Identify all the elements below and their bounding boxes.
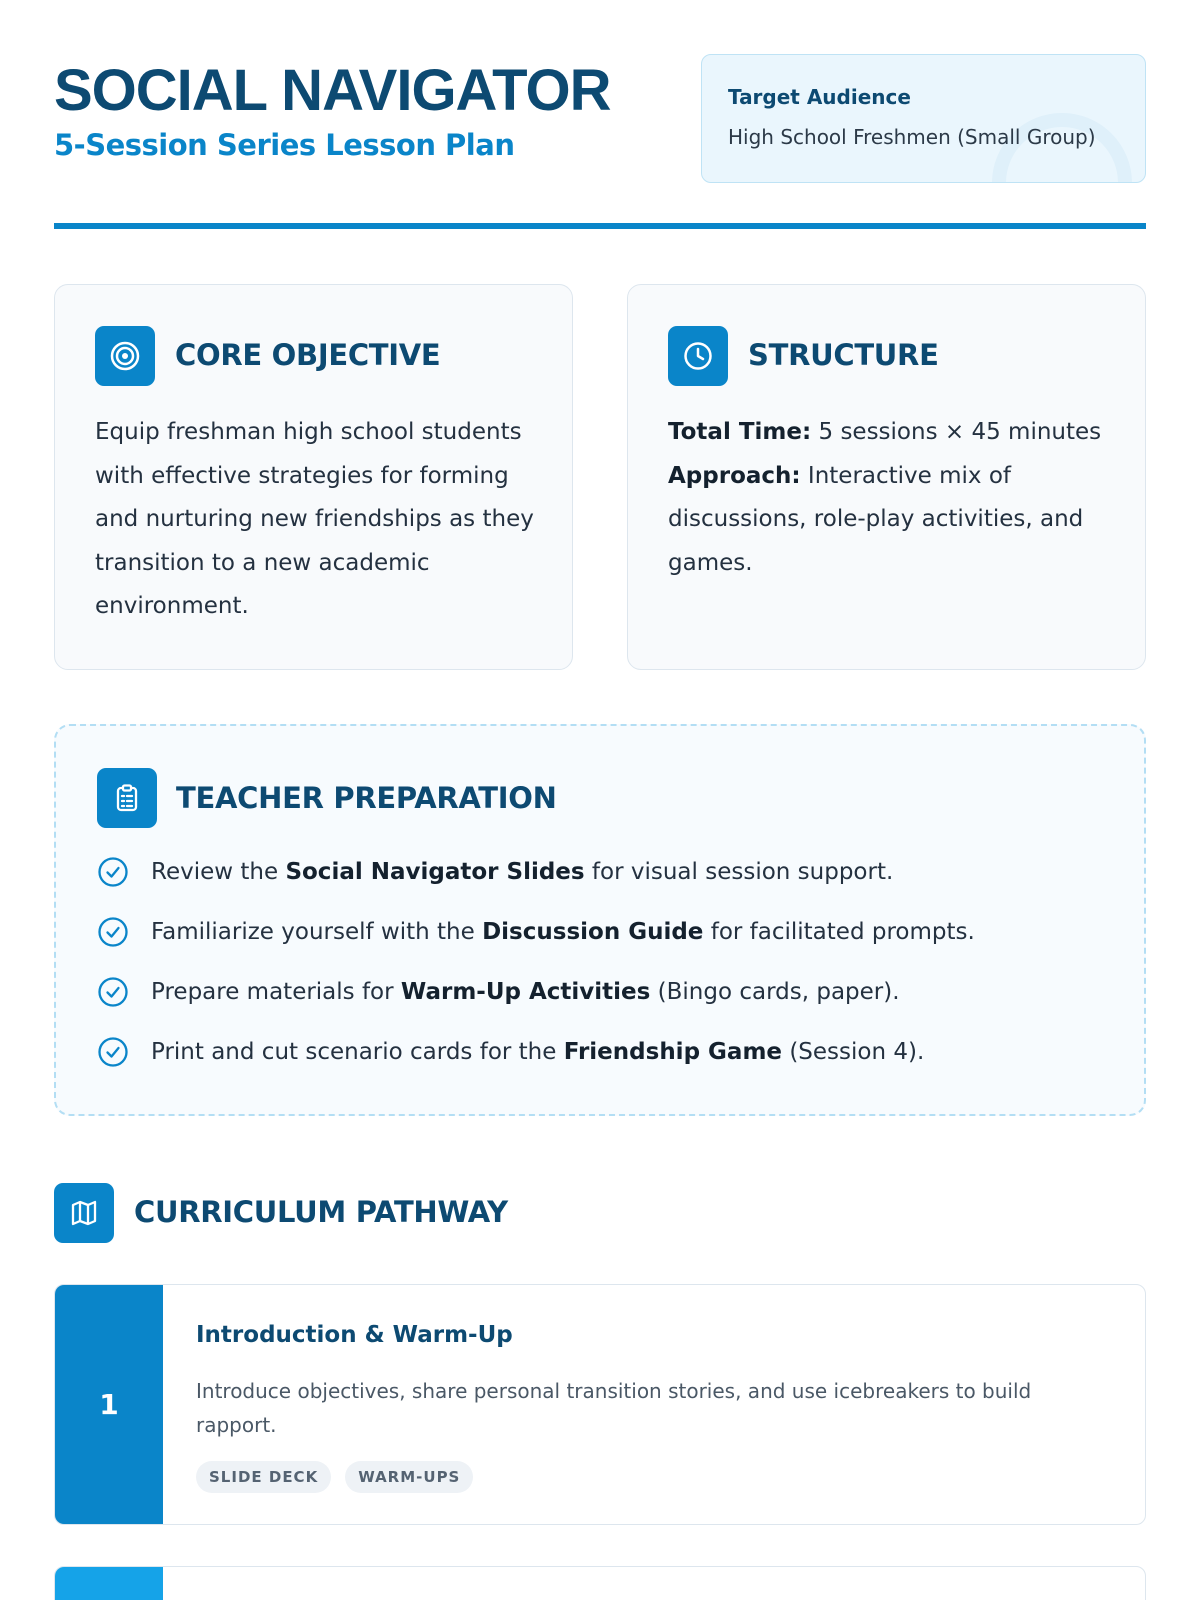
prep-text-post: for facilitated prompts.: [703, 919, 975, 945]
map-icon: [54, 1183, 114, 1243]
page-title: SOCIAL NAVIGATOR: [54, 58, 611, 123]
prep-text-post: (Bingo cards, paper).: [650, 979, 900, 1005]
check-circle-icon: [97, 976, 129, 1008]
core-objective-card: [54, 284, 573, 670]
preparation-item-text: [151, 854, 893, 890]
target-audience-value: High School Freshmen (Small Group): [728, 125, 1096, 149]
header: [54, 54, 1146, 230]
session-number-strip: [55, 1567, 163, 1600]
target-audience-label: Target Audience: [728, 85, 911, 109]
session-tags: [196, 1461, 473, 1493]
total-time-value: 5 sessions × 45 minutes: [818, 419, 1102, 445]
structure-text: [668, 411, 1108, 585]
page-subtitle: 5-Session Series Lesson Plan: [54, 128, 515, 162]
prep-text-bold: Discussion Guide: [482, 919, 704, 945]
preparation-item-text: [151, 914, 975, 950]
prep-text-post: (Session 4).: [782, 1039, 925, 1065]
tag-badge: WARM-UPS: [345, 1461, 473, 1493]
approach-label: Approach:: [668, 462, 801, 489]
prep-text-bold: Social Navigator Slides: [285, 859, 585, 885]
prep-text-bold: Warm-Up Activities: [400, 979, 651, 1005]
list-item: [97, 854, 1097, 914]
prep-text-pre: Review the: [151, 859, 286, 885]
prep-text-post: for visual session support.: [584, 859, 894, 885]
prep-text-pre: Print and cut scenario cards for the: [151, 1039, 564, 1065]
tag-badge: SLIDE DECK: [196, 1461, 331, 1493]
core-objective-text: Equip freshman high school students with effective strategies for forming and nurturing new friendships as they transition to a new academic environment.: [95, 419, 534, 619]
list-item: [97, 974, 1097, 1034]
teacher-preparation-heading: TEACHER PREPARATION: [176, 781, 557, 815]
check-circle-icon: [97, 916, 129, 948]
clock-icon: [668, 326, 728, 386]
list-item: [97, 1034, 1097, 1094]
approach-value: Interactive mix of discussions, role-play activities, and games.: [668, 462, 1084, 576]
preparation-list: [97, 854, 1097, 1094]
core-objective-heading: CORE OBJECTIVE: [175, 338, 441, 372]
session-number: 1: [55, 1285, 163, 1524]
session-card: [54, 1566, 1146, 1600]
header-divider: [54, 223, 1146, 229]
structure-card: [627, 284, 1146, 670]
check-circle-icon: [97, 1036, 129, 1068]
total-time-label: Total Time:: [668, 419, 812, 445]
prep-text-pre: Prepare materials for: [151, 979, 401, 1005]
session-title: Introduction & Warm-Up: [196, 1322, 513, 1348]
prep-text-bold: Friendship Game: [563, 1039, 783, 1065]
clipboard-icon: [97, 768, 157, 828]
target-audience-box: [701, 54, 1146, 183]
session-description: Introduce objectives, share personal transition stories, and use icebreakers to build rapport.: [196, 1379, 1032, 1437]
session-card: [54, 1284, 1146, 1525]
preparation-item-text: [151, 1034, 924, 1070]
teacher-preparation-section: [54, 724, 1146, 1116]
preparation-item-text: [151, 974, 900, 1010]
list-item: [97, 914, 1097, 974]
structure-heading: STRUCTURE: [748, 338, 939, 372]
curriculum-pathway-header: [54, 1183, 1146, 1243]
prep-text-pre: Familiarize yourself with the: [151, 919, 483, 945]
target-icon: [95, 326, 155, 386]
curriculum-pathway-heading: CURRICULUM PATHWAY: [134, 1195, 508, 1229]
check-circle-icon: [97, 856, 129, 888]
